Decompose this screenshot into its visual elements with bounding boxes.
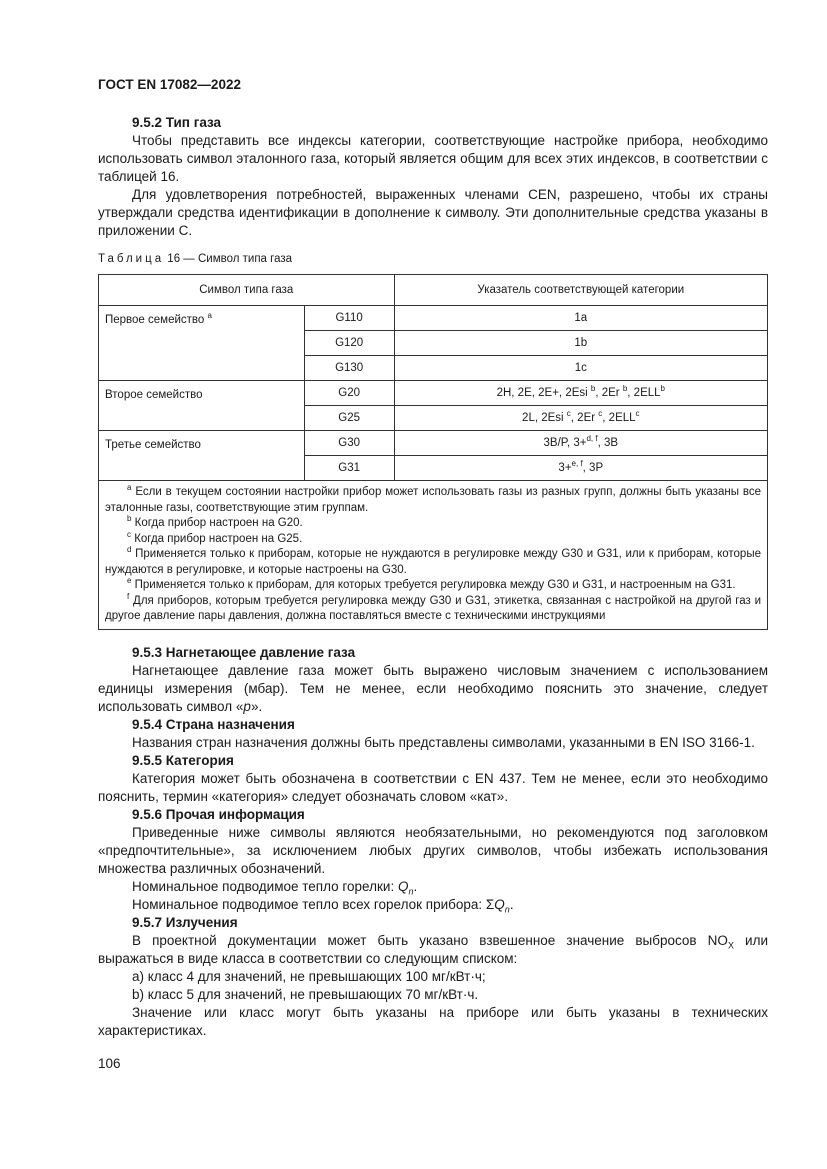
paragraph: Названия стран назначения должны быть представлены символами, указанными в EN ISO 3166-1. xyxy=(132,734,755,750)
category-cell: 1a xyxy=(394,306,767,331)
paragraph: Категория может быть обозначена в соответствии с EN 437. Тем не менее, если это необходимо пояснить, термин «категория» следует обозначать словом «кат». xyxy=(98,770,768,804)
category-cell: 1c xyxy=(394,356,767,381)
category-cell: 3B/P, 3+$^{d, f}$, 3B xyxy=(394,431,767,456)
table-caption-word: Таблица xyxy=(98,253,165,265)
list-item: a) класс 4 для значений, не превышающих 100 мг/кВт·ч; xyxy=(132,968,486,984)
category-cell: 2L, 2Esi $^c$, 2Er $^c$, 2ELL$^c$ xyxy=(394,406,767,431)
section-title-9-5-3: 9.5.3 Нагнетающее давление газа xyxy=(132,644,356,660)
family-cell: Первое семейство $^a$ xyxy=(99,306,305,381)
gas-code-cell: G20 xyxy=(304,381,394,406)
table-caption-text: 16 — Символ типа газа xyxy=(167,253,293,265)
paragraph: Нагнетающее давление газа может быть выражено числовым значением с использованием единицы измерения (мбар). Тем не менее, если необходимо пояснить это значение, следует использовать символ «p». xyxy=(98,662,768,714)
section-title-9-5-4: 9.5.4 Страна назначения xyxy=(132,716,295,732)
category-cell: 2H, 2E, 2E+, 2Esi $^b$, 2Er $^b$, 2ELL$^b$ xyxy=(394,381,767,406)
table-header-row xyxy=(99,275,768,306)
paragraph: В проектной документации может быть указано взвешенное значение выбросов $NO_X$ или выражаться в виде класса в соответствии со следующим списком: xyxy=(98,932,769,966)
table-row xyxy=(99,306,768,331)
table-caption xyxy=(98,250,768,268)
gas-type-table xyxy=(98,274,768,481)
section-title-9-5-2: 9.5.2 Тип газа xyxy=(132,115,222,130)
gas-code-cell: G110 xyxy=(304,306,394,331)
column-header: Символ типа газа xyxy=(99,275,395,306)
list-item: b) класс 5 для значений, не превышающих 70 мг/кВт·ч. xyxy=(132,986,479,1002)
table-row xyxy=(99,431,768,456)
gas-code-cell: G31 xyxy=(304,456,394,481)
footnote: $^f$ Для приборов, которым требуется регулировка между G30 и G31, этикетка, связанная с настройкой на другой газ и другое давление пары давления, должна поставляться вместе с техническими инструкциями xyxy=(105,591,761,622)
footnote: $^a$ Если в текущем состоянии настройки прибор может использовать газы из разных групп, должны быть указаны все эталонные газы, соответствующие этим группам. xyxy=(105,483,761,514)
column-header: Указатель соответствующей категории xyxy=(394,275,767,306)
paragraph: Для удовлетворения потребностей, выраженных членами CEN, разрешено, чтобы их страны утверждали средства идентификации в дополнение к символу. Эти дополнительные средства указаны в приложении С. xyxy=(98,187,768,238)
category-cell: 3+$^{e, f}$, 3P xyxy=(394,456,767,481)
table-footnotes xyxy=(98,481,768,630)
footnote: $^e$ Применяется только к приборам, для которых требуется регулировка между G30 и G31, и настроенным на G31. xyxy=(127,576,736,591)
gas-code-cell: G120 xyxy=(304,331,394,356)
section-title-9-5-7: 9.5.7 Излучения xyxy=(132,914,238,930)
category-cell: 1b xyxy=(394,331,767,356)
table-row xyxy=(99,381,768,406)
footnote: $^d$ Применяется только к приборам, которые не нуждаются в регулировке между G30 и G31, или к приборам, которые нуждаются в регулировке, и которые настроены на G30. xyxy=(105,545,761,576)
symbol-line: Номинальное подводимое тепло горелки: $Q_n$. xyxy=(132,878,418,897)
footnote: $^b$ Когда прибор настроен на G20. xyxy=(127,514,303,529)
family-cell: Третье семейство xyxy=(99,431,305,481)
gas-code-cell: G25 xyxy=(304,406,394,431)
gas-code-cell: G30 xyxy=(304,431,394,456)
document-id: ГОСТ EN 17082—2022 xyxy=(98,77,241,92)
footnote: $^c$ Когда прибор настроен на G25. xyxy=(127,529,303,545)
page-content xyxy=(98,114,768,1040)
paragraph: Приведенные ниже символы являются необязательными, но рекомендуются под заголовком «предпочтительные», за исключением любых других символов, чтобы избежать использования множества различных обозначений. xyxy=(98,824,768,876)
symbol-line: Номинальное подводимое тепло всех горелок прибора: $\Sigma Q_n$. xyxy=(132,896,514,915)
section-title-9-5-6: 9.5.6 Прочая информация xyxy=(132,806,305,822)
section-title-9-5-5: 9.5.5 Категория xyxy=(132,752,234,768)
paragraph: Чтобы представить все индексы категории, соответствующие настройке прибора, необходимо использовать символ эталонного газа, который является общим для всех этих индексов, в соответствии с таблицей 16. xyxy=(98,133,768,184)
paragraph: Значение или класс могут быть указаны на приборе или быть указаны в технических характеристиках. xyxy=(98,1004,768,1038)
page-number: 106 xyxy=(98,1056,121,1071)
gas-code-cell: G130 xyxy=(304,356,394,381)
family-cell: Второе семейство xyxy=(99,381,305,431)
